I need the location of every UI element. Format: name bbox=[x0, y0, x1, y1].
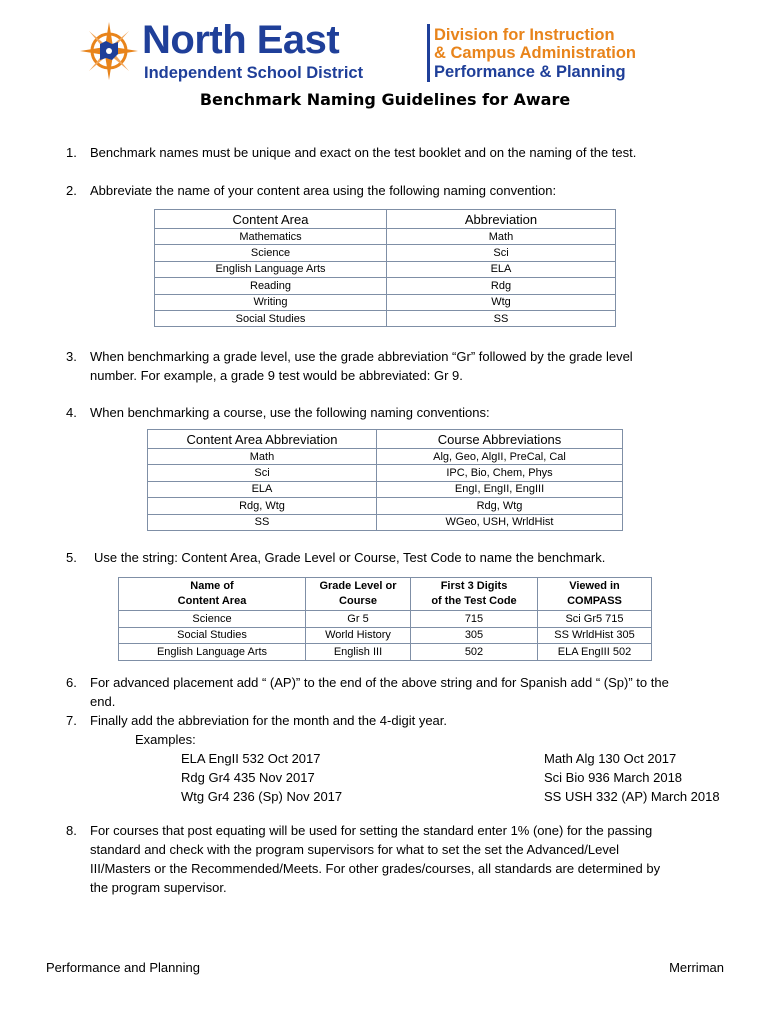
table-cell: Wtg bbox=[387, 294, 616, 310]
table-cell: Math bbox=[148, 449, 377, 465]
table-cell: 502 bbox=[411, 644, 538, 661]
table-cell: 305 bbox=[411, 627, 538, 644]
table-cell: Gr 5 bbox=[306, 611, 411, 628]
example-left-2: Rdg Gr4 435 Nov 2017 bbox=[181, 770, 315, 785]
table-cell: Social Studies bbox=[155, 310, 387, 326]
example-left-3: Wtg Gr4 236 (Sp) Nov 2017 bbox=[181, 789, 343, 804]
table-cell: Rdg, Wtg bbox=[148, 498, 377, 514]
table-cell: ELA EngIII 502 bbox=[538, 644, 652, 661]
table-cell: Sci bbox=[387, 245, 616, 261]
table-cell: SS bbox=[148, 514, 377, 530]
example-right-2: Sci Bio 936 March 2018 bbox=[544, 770, 683, 785]
table-cell: SS WrldHist 305 bbox=[538, 627, 652, 644]
table-cell: Sci Gr5 715 bbox=[538, 611, 652, 628]
table-row bbox=[148, 498, 623, 514]
course-abbreviation-table bbox=[147, 429, 623, 531]
table-cell: IPC, Bio, Chem, Phys bbox=[377, 465, 623, 481]
table-cell: 715 bbox=[411, 611, 538, 628]
item-number-2: 2. bbox=[66, 183, 77, 198]
table-cell: Rdg, Wtg bbox=[377, 498, 623, 514]
table-cell: Social Studies bbox=[119, 627, 306, 644]
item-text-1: Benchmark names must be unique and exact on the test booklet and on the naming of the test. bbox=[90, 145, 637, 160]
item-text-3b: number. For example, a grade 9 test would be abbreviated: Gr 9. bbox=[90, 368, 463, 383]
item-number-5: 5. bbox=[66, 550, 77, 565]
item-number-7: 7. bbox=[66, 713, 77, 728]
division-line-2: & Campus Administration bbox=[434, 44, 636, 62]
table-header: Abbreviation bbox=[387, 210, 616, 229]
table-cell: ELA bbox=[148, 481, 377, 497]
item-number-6: 6. bbox=[66, 675, 77, 690]
item-text-5: Use the string: Content Area, Grade Level or Course, Test Code to name the benchmark. bbox=[94, 550, 606, 565]
division-line-1: Division for Instruction bbox=[434, 26, 615, 44]
benchmark-string-table bbox=[118, 577, 652, 661]
table-row bbox=[119, 644, 652, 661]
table-cell: Sci bbox=[148, 465, 377, 481]
table-header-row bbox=[155, 210, 616, 229]
table-cell: ELA bbox=[387, 261, 616, 277]
example-right-1: Math Alg 130 Oct 2017 bbox=[544, 751, 677, 766]
table-cell: WGeo, USH, WrldHist bbox=[377, 514, 623, 530]
item-text-6b: end. bbox=[90, 694, 116, 709]
item-text-8c: III/Masters or the Recommended/Meets. For other grades/courses, all standards are determined by bbox=[90, 861, 661, 876]
footer-left: Performance and Planning bbox=[46, 960, 200, 975]
brand-name: North East bbox=[142, 18, 340, 62]
table-row bbox=[119, 627, 652, 644]
table-cell: English Language Arts bbox=[119, 644, 306, 661]
example-right-3: SS USH 332 (AP) March 2018 bbox=[544, 789, 720, 804]
item-number-1: 1. bbox=[66, 145, 77, 160]
item-text-3a: When benchmarking a grade level, use the grade abbreviation “Gr” followed by the grade level bbox=[90, 349, 633, 364]
table-row bbox=[155, 229, 616, 245]
content-area-table bbox=[154, 209, 616, 327]
table-row bbox=[155, 310, 616, 326]
table-header: Name of Content Area bbox=[119, 578, 306, 611]
item-number-8: 8. bbox=[66, 823, 77, 838]
table-header: First 3 Digits of the Test Code bbox=[411, 578, 538, 611]
table-cell: SS bbox=[387, 310, 616, 326]
table-row bbox=[148, 449, 623, 465]
table-row bbox=[148, 481, 623, 497]
item-text-8a: For courses that post equating will be used for setting the standard enter 1% (one) for the passing bbox=[90, 823, 653, 838]
table-cell: Science bbox=[155, 245, 387, 261]
table-cell: Reading bbox=[155, 278, 387, 294]
item-number-3: 3. bbox=[66, 349, 77, 364]
table-cell: English Language Arts bbox=[155, 261, 387, 277]
table-cell: Rdg bbox=[387, 278, 616, 294]
table-cell: Science bbox=[119, 611, 306, 628]
footer-right: Merriman bbox=[669, 960, 724, 975]
table-cell: Math bbox=[387, 229, 616, 245]
table-cell: Writing bbox=[155, 294, 387, 310]
table-row bbox=[155, 245, 616, 261]
item-number-4: 4. bbox=[66, 405, 77, 420]
table-row bbox=[148, 465, 623, 481]
compass-star-icon bbox=[78, 20, 140, 82]
brand-district: Independent School District bbox=[144, 64, 364, 82]
table-header-row bbox=[148, 430, 623, 449]
item-text-4: When benchmarking a course, use the following naming conventions: bbox=[90, 405, 490, 420]
table-row bbox=[119, 611, 652, 628]
table-cell: English III bbox=[306, 644, 411, 661]
table-header: Content Area bbox=[155, 210, 387, 229]
table-header: Viewed in COMPASS bbox=[538, 578, 652, 611]
table-header: Grade Level or Course bbox=[306, 578, 411, 611]
table-cell: Alg, Geo, AlgII, PreCal, Cal bbox=[377, 449, 623, 465]
examples-label: Examples: bbox=[135, 732, 196, 747]
item-text-6a: For advanced placement add “ (AP)” to the end of the above string and for Spanish add “ (Sp)” to the bbox=[90, 675, 669, 690]
item-text-8b: standard and check with the program supervisors for what to set the set the Advanced/Level bbox=[90, 842, 619, 857]
district-logo bbox=[78, 16, 690, 86]
table-row bbox=[155, 261, 616, 277]
item-text-8d: the program supervisor. bbox=[90, 880, 227, 895]
item-text-7: Finally add the abbreviation for the month and the 4-digit year. bbox=[90, 713, 447, 728]
table-row bbox=[148, 514, 623, 530]
table-cell: World History bbox=[306, 627, 411, 644]
brand-divider bbox=[427, 24, 430, 82]
table-cell: EngI, EngII, EngIII bbox=[377, 481, 623, 497]
page-title: Benchmark Naming Guidelines for Aware bbox=[199, 90, 571, 109]
table-header: Course Abbreviations bbox=[377, 430, 623, 449]
table-header: Content Area Abbreviation bbox=[148, 430, 377, 449]
division-line-3: Performance & Planning bbox=[434, 63, 626, 81]
item-text-2: Abbreviate the name of your content area using the following naming convention: bbox=[90, 183, 557, 198]
table-header-row bbox=[119, 578, 652, 611]
example-left-1: ELA EngII 532 Oct 2017 bbox=[181, 751, 321, 766]
table-cell: Mathematics bbox=[155, 229, 387, 245]
table-row bbox=[155, 278, 616, 294]
table-row bbox=[155, 294, 616, 310]
